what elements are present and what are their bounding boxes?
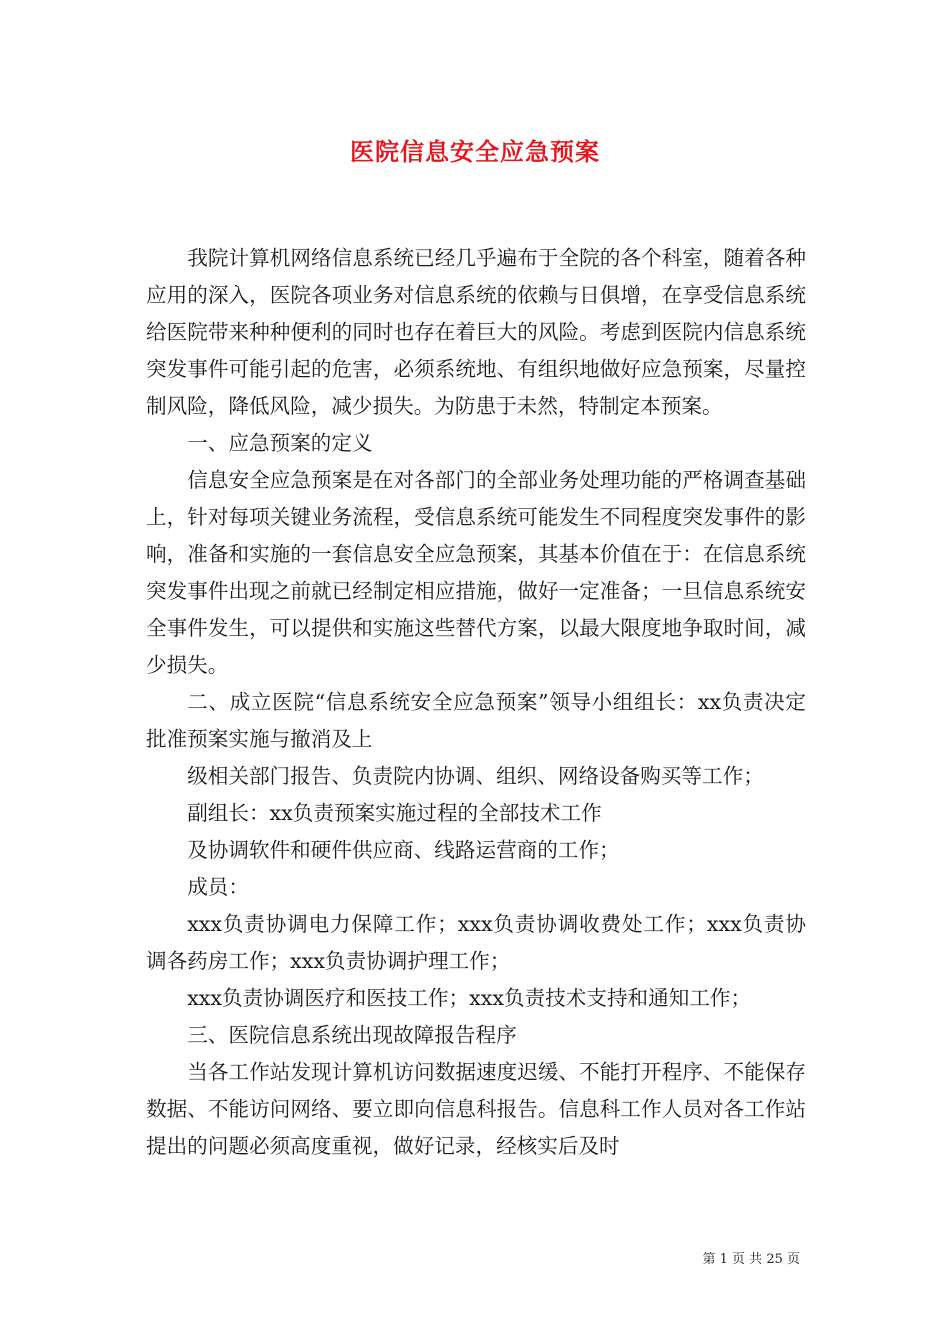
members-list-1: xxx负责协调电力保障工作；xxx负责协调收费处工作；xxx负责协调各药房工作；xxx负责协调护理工作；	[146, 912, 806, 973]
members-label: 成员：	[187, 875, 249, 899]
fault-report-paragraph: 当各工作站发现计算机访问数据速度迟缓、不能打开程序、不能保存数据、不能访问网络、要立即向信息科报告。信息科工作人员对各工作站提出的问题必须高度重视，做好记录，经核实后及时	[146, 1060, 806, 1158]
leader-duties-line: 级相关部门报告、负责院内协调、组织、网络设备购买等工作；	[187, 764, 764, 788]
section-heading-1: 一、应急预案的定义	[187, 431, 373, 455]
intro-paragraph: 我院计算机网络信息系统已经几乎遍布于全院的各个科室，随着各种应用的深入，医院各项业务对信息系统的依赖与日俱增，在享受信息系统给医院带来种种便利的同时也存在着巨大的风险。考虑到医院内信息系统突发事件可能引起的危害，必须系统地、有组织地做好应急预案，尽量控制风险，降低风险，减少损失。为防患于未然，特制定本预案。	[146, 246, 806, 418]
deputy-leader-line: 副组长：xx负责预案实施过程的全部技术工作	[187, 801, 602, 825]
members-list-2: xxx负责协调医疗和医技工作；xxx负责技术支持和通知工作；	[187, 986, 752, 1010]
document-title: 医院信息安全应急预案	[350, 137, 600, 166]
deputy-duties-line: 及协调软件和硬件供应商、线路运营商的工作；	[187, 838, 620, 862]
definition-paragraph: 信息安全应急预案是在对各部门的全部业务处理功能的严格调查基础上，针对每项关键业务流程，受信息系统可能发生不同程度突发事件的影响，准备和实施的一套信息安全应急预案，其基本价值在于：在信息系统突发事件出现之前就已经制定相应措施，做好一定准备；一旦信息系统安全事件发生，可以提供和实施这些替代方案，以最大限度地争取时间，减少损失。	[146, 468, 806, 677]
section-heading-2: 二、成立医院“信息系统安全应急预案”领导小组组长：xx负责决定批准预案实施与撤消及上	[146, 690, 806, 751]
page-number: 第 1 页 共 25 页	[702, 1252, 800, 1267]
section-heading-3: 三、医院信息系统出现故障报告程序	[187, 1023, 517, 1047]
document-body	[146, 240, 806, 1165]
